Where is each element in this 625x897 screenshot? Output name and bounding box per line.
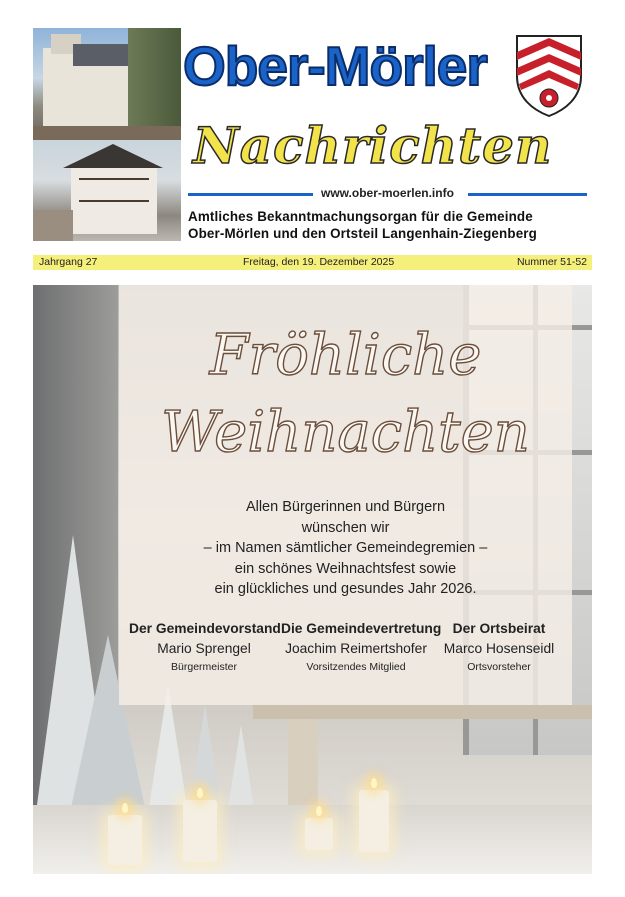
coat-of-arms-icon	[511, 30, 587, 118]
signature-name: Marco Hosenseidl	[443, 641, 555, 656]
issue-number: Nummer 51-52	[516, 256, 587, 268]
greeting-line-2: Weihnachten	[161, 400, 530, 465]
issue-year: Jahrgang 27	[39, 256, 98, 268]
message-line: ein schönes Weihnachtsfest sowie	[234, 560, 457, 577]
signature-role: Der Gemeindevorstand	[129, 621, 281, 636]
candle	[108, 815, 142, 865]
town-hall-photo	[33, 28, 181, 140]
masthead	[33, 28, 592, 241]
signature-ortsbeirat	[424, 621, 574, 673]
signature-gemeindevorstand	[129, 621, 279, 673]
masthead-title: Ober-Mörler	[183, 35, 487, 97]
signature-name: Joachim Reimertshofer	[285, 641, 427, 656]
message-line: wünschen wir	[301, 519, 390, 536]
masthead-script-title: Nachrichten	[193, 116, 553, 175]
candle-flame	[371, 778, 377, 788]
signature-name: Mario Sprengel	[157, 641, 251, 656]
candle-flame	[197, 788, 203, 798]
candle	[305, 818, 333, 850]
candle	[359, 790, 389, 852]
christmas-greeting-image	[33, 285, 592, 874]
bench	[253, 705, 592, 719]
signature-function: Vorsitzendes Mitglied	[306, 661, 406, 673]
divider	[468, 193, 587, 196]
message-line: Allen Bürgerinnen und Bürgern	[245, 499, 446, 515]
issue-date: Freitag, den 19. Dezember 2025	[243, 256, 395, 268]
signature-gemeindevertretung	[281, 621, 442, 673]
signature-function: Ortsvorsteher	[467, 661, 531, 673]
greeting-message	[119, 497, 572, 600]
message-line: ein glückliches und gesundes Jahr 2026.	[214, 581, 477, 597]
greeting-line-1: Fröhliche	[209, 323, 482, 388]
timber-house-photo	[33, 140, 181, 241]
candle-flame	[122, 803, 128, 813]
greeting-panel	[119, 285, 572, 705]
signature-role: Der Ortsbeirat	[452, 621, 546, 636]
candle-flame	[316, 806, 322, 816]
masthead-subtitle: Amtliches Bekanntmachungsorgan für die Gemeinde	[188, 209, 533, 224]
issue-info-bar	[33, 255, 592, 270]
divider	[188, 193, 313, 196]
signature-role: Die Gemeindevertretung	[281, 621, 442, 636]
signature-function: Bürgermeister	[171, 661, 237, 673]
website-url[interactable]: www.ober-moerlen.info	[321, 186, 454, 200]
masthead-subtitle: Ober-Mörlen und den Ortsteil Langenhain-Ziegenberg	[188, 226, 537, 241]
message-line: – im Namen sämtlicher Gemeindegremien –	[203, 540, 488, 556]
candle	[183, 800, 217, 862]
